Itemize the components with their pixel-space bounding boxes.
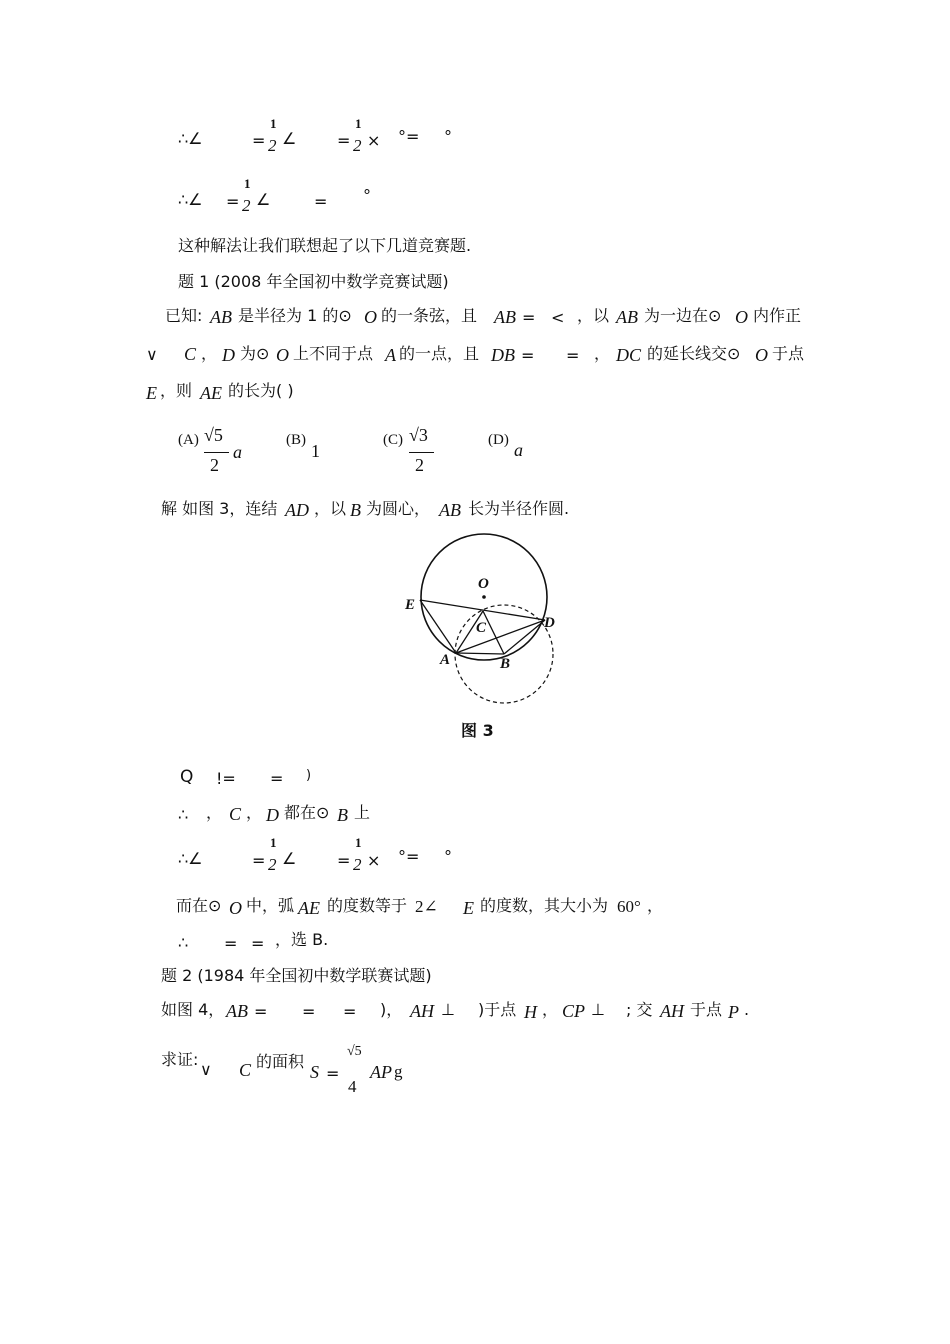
- text: 而在⊙: [176, 896, 222, 915]
- var-E: E: [463, 898, 474, 918]
- therefore-angle: ∴∠: [178, 849, 203, 868]
- perp: ⊥: [441, 1000, 455, 1019]
- fraction-bar: [204, 452, 229, 453]
- var-B: B: [337, 805, 348, 825]
- text: .: [744, 1000, 750, 1019]
- text: )，: [380, 1000, 403, 1019]
- text: ，选 B.: [275, 930, 329, 949]
- therefore-angle: ∴∠: [178, 190, 203, 209]
- text: ，以: [314, 499, 347, 518]
- option-label: (D): [488, 432, 509, 448]
- var-O: O: [364, 307, 377, 327]
- var-D: D: [266, 805, 279, 825]
- var-C: C: [229, 804, 242, 824]
- text: 解 如图 3，连结: [161, 499, 278, 518]
- option-label: (C): [383, 432, 403, 448]
- var-AP: AP: [370, 1062, 392, 1082]
- label-A: A: [440, 652, 451, 668]
- equals: =: [521, 346, 535, 365]
- text: !=: [216, 769, 236, 788]
- label-C: C: [476, 620, 487, 636]
- text: 为一边在⊙: [644, 306, 722, 325]
- center-dot-O: [482, 595, 486, 599]
- text: ，: [206, 803, 223, 822]
- equals: =: [251, 934, 265, 953]
- var-AB: AB: [226, 1001, 248, 1021]
- text: ，则: [160, 381, 193, 400]
- question-2-title: 题 2 (1984 年全国初中数学联赛试题): [161, 966, 432, 985]
- triangle-symbol: ∨: [200, 1060, 212, 1079]
- perp: ⊥: [591, 1000, 605, 1019]
- label-E: E: [405, 597, 416, 613]
- var-AH: AH: [410, 1001, 434, 1021]
- therefore: ∴: [178, 805, 189, 824]
- text: ，以: [577, 306, 610, 325]
- text: )于点: [478, 1000, 517, 1019]
- equals: =: [252, 131, 266, 150]
- label-B: B: [500, 656, 511, 672]
- equals: =: [337, 851, 351, 870]
- option-label: (B): [286, 432, 306, 448]
- text: 的长为( ): [228, 381, 294, 400]
- denominator: 2: [210, 455, 219, 475]
- text: 求证:: [161, 1050, 199, 1069]
- text: ，: [201, 344, 218, 363]
- text: 已知:: [165, 306, 203, 325]
- text: 如图 4，: [161, 1000, 225, 1019]
- var-AB: AB: [210, 307, 232, 327]
- var-a: a: [514, 440, 523, 460]
- degree: °: [444, 127, 452, 146]
- degree: °: [363, 186, 371, 205]
- text: ; 交: [626, 1000, 653, 1019]
- var-AB: AB: [616, 307, 638, 327]
- label-D: D: [544, 615, 555, 631]
- var-A: A: [385, 345, 396, 365]
- var-O: O: [276, 345, 289, 365]
- figure-caption: 图 3: [461, 721, 494, 740]
- var-O: O: [755, 345, 768, 365]
- text: 内作正: [753, 306, 802, 325]
- var-P: P: [728, 1002, 739, 1022]
- text: 于点: [690, 1000, 723, 1019]
- label-O: O: [478, 576, 489, 592]
- equals: =: [252, 851, 266, 870]
- therefore-angle: ∴∠: [178, 129, 203, 148]
- times-sign: ×: [367, 131, 381, 150]
- text: 为⊙: [240, 344, 270, 363]
- var-O: O: [735, 307, 748, 327]
- var-E: E: [146, 383, 157, 403]
- var-H: H: [524, 1002, 537, 1022]
- equals: =: [326, 1064, 340, 1083]
- fraction-bar: [409, 452, 434, 453]
- text: 是半径为 1 的⊙: [238, 306, 352, 325]
- var-AD: AD: [285, 500, 309, 520]
- equals: =: [254, 1002, 268, 1021]
- var-C: C: [239, 1060, 252, 1080]
- equals: =: [302, 1002, 316, 1021]
- text: 上: [354, 803, 371, 822]
- less-than: <: [551, 308, 565, 327]
- var-C: C: [184, 344, 197, 364]
- var-AH: AH: [660, 1001, 684, 1021]
- equals: =: [337, 131, 351, 150]
- equals: =: [566, 346, 580, 365]
- var-O: O: [229, 898, 242, 918]
- degree-equals: °=: [398, 847, 420, 866]
- var-DC: DC: [616, 345, 642, 365]
- text: 的延长线交⊙: [647, 344, 741, 363]
- denominator: 4: [348, 1077, 357, 1096]
- text: ，: [542, 1000, 559, 1019]
- sqrt: √3: [409, 425, 428, 445]
- times-sign: ×: [367, 851, 381, 870]
- equals: =: [522, 308, 536, 327]
- text: 的一点，且: [399, 344, 480, 363]
- equals: =: [226, 192, 240, 211]
- text: 为圆心，: [366, 499, 431, 518]
- text: Q: [180, 767, 194, 787]
- question-1-title: 题 1 (2008 年全国初中数学竞赛试题): [178, 272, 449, 291]
- text: ): [306, 768, 312, 783]
- text: 上不同于点: [293, 344, 374, 363]
- equals: =: [270, 769, 284, 788]
- var-AB: AB: [494, 307, 516, 327]
- figure-3-diagram: [390, 525, 570, 710]
- equals: =: [343, 1002, 357, 1021]
- triangle-symbol: ∨: [146, 345, 158, 364]
- text: ，: [594, 344, 611, 363]
- sqrt: √5: [347, 1044, 362, 1059]
- text: ，: [246, 803, 263, 822]
- var-D: D: [222, 345, 235, 365]
- denominator: 2: [415, 455, 424, 475]
- var-AB: AB: [439, 500, 461, 520]
- degree: °: [444, 847, 452, 866]
- sixty-degrees: 60°: [617, 897, 641, 916]
- var-DB: DB: [491, 345, 515, 365]
- angle: ∠: [256, 190, 271, 209]
- therefore: ∴: [178, 933, 189, 952]
- equals: =: [314, 192, 328, 211]
- angle: ∠: [282, 849, 297, 868]
- degree-equals: °=: [398, 127, 420, 146]
- text: ，: [647, 896, 664, 915]
- value: 1: [311, 441, 320, 461]
- var-CP: CP: [562, 1001, 586, 1021]
- var-S: S: [310, 1062, 319, 1082]
- text: 的面积: [256, 1052, 305, 1071]
- text: 于点: [772, 344, 805, 363]
- text: 都在⊙: [284, 803, 330, 822]
- equals: =: [224, 934, 238, 953]
- angle: ∠: [282, 129, 297, 148]
- var-AE: AE: [200, 383, 222, 403]
- text: 长为半径作圆.: [468, 499, 570, 518]
- text: g: [394, 1062, 403, 1081]
- two-angle: 2∠: [415, 897, 438, 916]
- text: 的度数等于: [327, 896, 408, 915]
- var-a: a: [233, 442, 242, 462]
- intro-text: 这种解法让我们联想起了以下几道竞赛题.: [178, 236, 472, 255]
- var-AE: AE: [298, 898, 320, 918]
- var-B: B: [350, 500, 361, 520]
- text: 中，弧: [246, 896, 295, 915]
- option-label: (A): [178, 432, 199, 448]
- text: 的度数，其大小为: [480, 896, 609, 915]
- text: 的一条弦，且: [381, 306, 478, 325]
- sqrt: √5: [204, 425, 223, 445]
